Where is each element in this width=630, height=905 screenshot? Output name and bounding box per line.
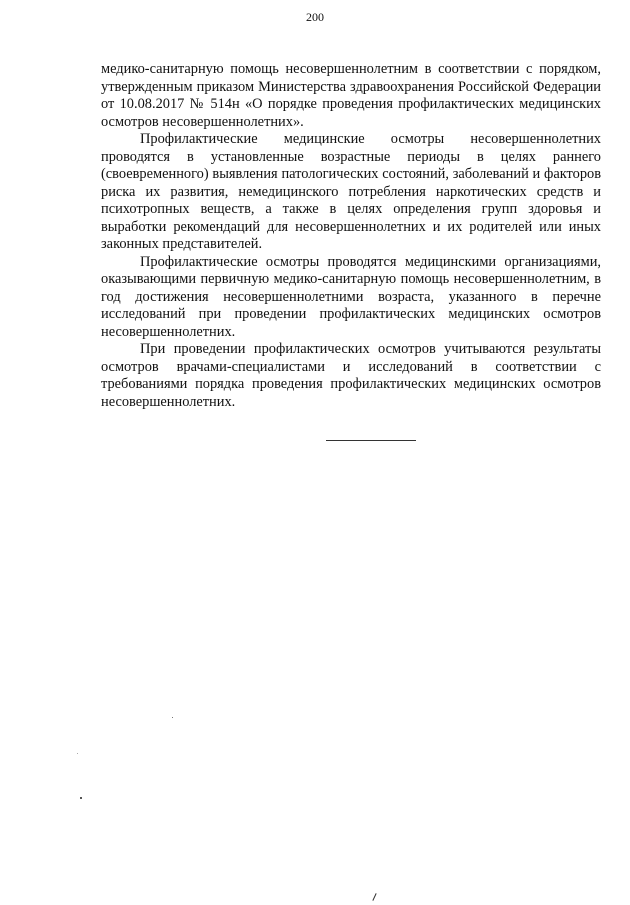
page-number: 200 — [306, 10, 324, 24]
paragraph-preventive-exams-organizations: Профилактические осмотры проводятся медицинскими организациями, оказывающими первичную медико-санитарную помощь несовершеннолетним, в год достижения несовершеннолетними возраста, указанного в перечне исследований при проведении профилактических медицинских осмотров несовершеннолетних. — [101, 253, 601, 340]
document-body — [101, 61, 601, 411]
end-divider-line — [326, 440, 416, 441]
paragraph-continuation: медико-санитарную помощь несовершеннолетним в соответствии с порядком, утвержденным приказом Министерства здравоохранения Российской Федерации от 10.08.2017 № 514н «О порядке проведения профилактических медицинских осмотров несовершеннолетних». — [101, 61, 601, 130]
scan-speck — [77, 753, 78, 754]
paragraph-exam-results: При проведении профилактических осмотров учитываются результаты осмотров врачами-специалистами и исследований в соответствии с требованиями порядка проведения профилактических медицинских осмотров несовершеннолетних. — [101, 341, 601, 410]
scan-speck — [172, 717, 173, 718]
paragraph-preventive-exams-purpose: Профилактические медицинские осмотры несовершеннолетних проводятся в установленные возрастные периоды в целях раннего (своевременного) выявления патологических состояний, заболеваний и факторов риска их развития, немедицинского потребления наркотических средств и психотропных веществ, а также в целях определения групп здоровья и выработки рекомендаций для несовершеннолетних и их родителей или иных законных представителей. — [101, 131, 601, 252]
scan-speck — [80, 797, 82, 799]
scan-speck — [372, 893, 376, 901]
